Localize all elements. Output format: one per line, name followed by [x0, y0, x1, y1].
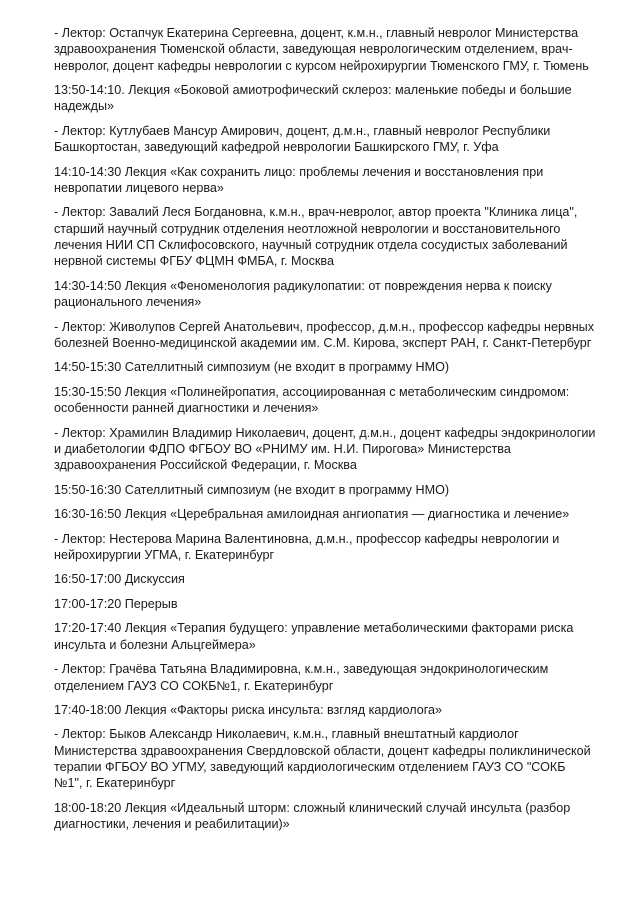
lecturer-info [54, 531, 624, 564]
session-entry [54, 384, 624, 417]
text-line: 14:10-14:30 Лекция «Как сохранить лицо: проблемы лечения и восстановления при [54, 164, 544, 179]
text-line: - Лектор: Кутлубаев Мансур Амирович, доцент, д.м.н., главный невролог Республики [54, 123, 551, 138]
text-line: особенности ранней диагностики и лечения» [54, 401, 319, 416]
text-line: 16:50-17:00 Дискуссия [54, 572, 185, 587]
text-line: старший научный сотрудник отделения неотложной неврологии и восстановительного [54, 221, 561, 236]
lecturer-info [54, 425, 624, 474]
session-entry [54, 596, 624, 612]
text-line: здравоохранения Российской Федерации, г. Москва [54, 458, 357, 473]
lecturer-info [54, 25, 624, 74]
text-line: - Лектор: Грачёва Татьяна Владимировна, к.м.н., заведующая эндокринологическим [54, 662, 549, 677]
text-line: - Лектор: Нестерова Марина Валентиновна, д.м.н., профессор кафедры неврологии и [54, 531, 560, 546]
lecturer-info [54, 319, 624, 352]
text-line: и диабетологии ФДПО ФГБОУ ВО «РНИМУ им. Н.И. Пирогова» Министерства [54, 441, 511, 456]
text-line: - Лектор: Живолупов Сергей Анатольевич, профессор, д.м.н., профессор кафедры нервных [54, 319, 594, 334]
text-line: невропатии лицевого нерва» [54, 180, 224, 195]
text-line: 17:00-17:20 Перерыв [54, 596, 178, 611]
lecturer-info [54, 661, 624, 694]
text-line: 15:30-15:50 Лекция «Полинейропатия, ассоциированная с метаболическим синдромом: [54, 384, 570, 399]
text-line: лечения НИИ СП Склифосовского, научный сотрудник отдела сосудистых заболеваний [54, 238, 568, 253]
lecturer-info [54, 204, 624, 269]
text-line: 13:50-14:10. Лекция «Боковой амиотрофический склероз: маленькие победы и большие [54, 83, 572, 98]
session-entry [54, 359, 624, 375]
text-line: - Лектор: Завалий Леся Богдановна, к.м.н., врач-невролог, автор проекта "Клиника лица", [54, 205, 578, 220]
text-line: Башкортостан, заведующий кафедрой неврологии Башкирского ГМУ, г. Уфа [54, 140, 499, 155]
session-entry [54, 164, 624, 197]
session-entry [54, 571, 624, 587]
text-line: - Лектор: Храмилин Владимир Николаевич, доцент, д.м.н., доцент кафедры эндокринологии [54, 425, 596, 440]
text-line: 17:20-17:40 Лекция «Терапия будущего: управление метаболическими факторами риска [54, 621, 574, 636]
program-page [54, 25, 624, 841]
text-line: инсульта и болезни Альцгеймера» [54, 637, 256, 652]
text-line: нервной системы ФГБУ ФЦМН ФМБА, г. Москва [54, 254, 334, 269]
text-line: болезней Военно-медицинской академии им. С.М. Кирова, эксперт РАН, г. Санкт-Петербург [54, 335, 592, 350]
text-line: 15:50-16:30 Сателлитный симпозиум (не входит в программу НМО) [54, 482, 450, 497]
session-entry [54, 506, 624, 522]
session-entry [54, 620, 624, 653]
text-line: здравоохранения Тюменской области, заведующая неврологическим отделением, врач- [54, 42, 573, 57]
text-line: Министерства здравоохранения Свердловской области, доцент кафедры поликлинической [54, 743, 591, 758]
session-entry [54, 278, 624, 311]
text-line: 17:40-18:00 Лекция «Факторы риска инсульта: взгляд кардиолога» [54, 702, 443, 717]
session-entry [54, 800, 624, 833]
text-line: диагностики, лечения и реабилитации)» [54, 817, 290, 832]
text-line: отделением ГАУЗ СО СОКБ№1, г. Екатеринбург [54, 678, 334, 693]
text-line: терапии ФГБОУ ВО УГМУ, заведующий кардиологическим отделением ГАУЗ СО "СОКБ [54, 760, 566, 775]
text-line: - Лектор: Быков Александр Николаевич, к.м.н., главный внештатный кардиолог [54, 727, 519, 742]
text-line: 16:30-16:50 Лекция «Церебральная амилоидная ангиопатия — диагностика и лечение» [54, 507, 570, 522]
session-entry [54, 482, 624, 498]
text-line: рационального лечения» [54, 295, 202, 310]
text-line: - Лектор: Остапчук Екатерина Сергеевна, доцент, к.м.н., главный невролог Министерства [54, 26, 579, 40]
lecturer-info [54, 123, 624, 156]
text-line: №1", г. Екатеринбург [54, 776, 176, 791]
text-line: 18:00-18:20 Лекция «Идеальный шторм: сложный клинический случай инсульта (разбор [54, 800, 571, 815]
text-line: 14:50-15:30 Сателлитный симпозиум (не входит в программу НМО) [54, 360, 450, 375]
session-entry [54, 82, 624, 115]
session-entry [54, 702, 624, 718]
text-line: надежды» [54, 99, 114, 114]
text-line: невролог, доцент кафедры неврологии с курсом нейрохирургии Тюменского ГМУ, г. Тюмень [54, 58, 589, 73]
text-line: нейрохирургии УГМА, г. Екатеринбург [54, 547, 275, 562]
lecturer-info [54, 726, 624, 791]
text-line: 14:30-14:50 Лекция «Феноменология радикулопатии: от повреждения нерва к поиску [54, 278, 552, 293]
